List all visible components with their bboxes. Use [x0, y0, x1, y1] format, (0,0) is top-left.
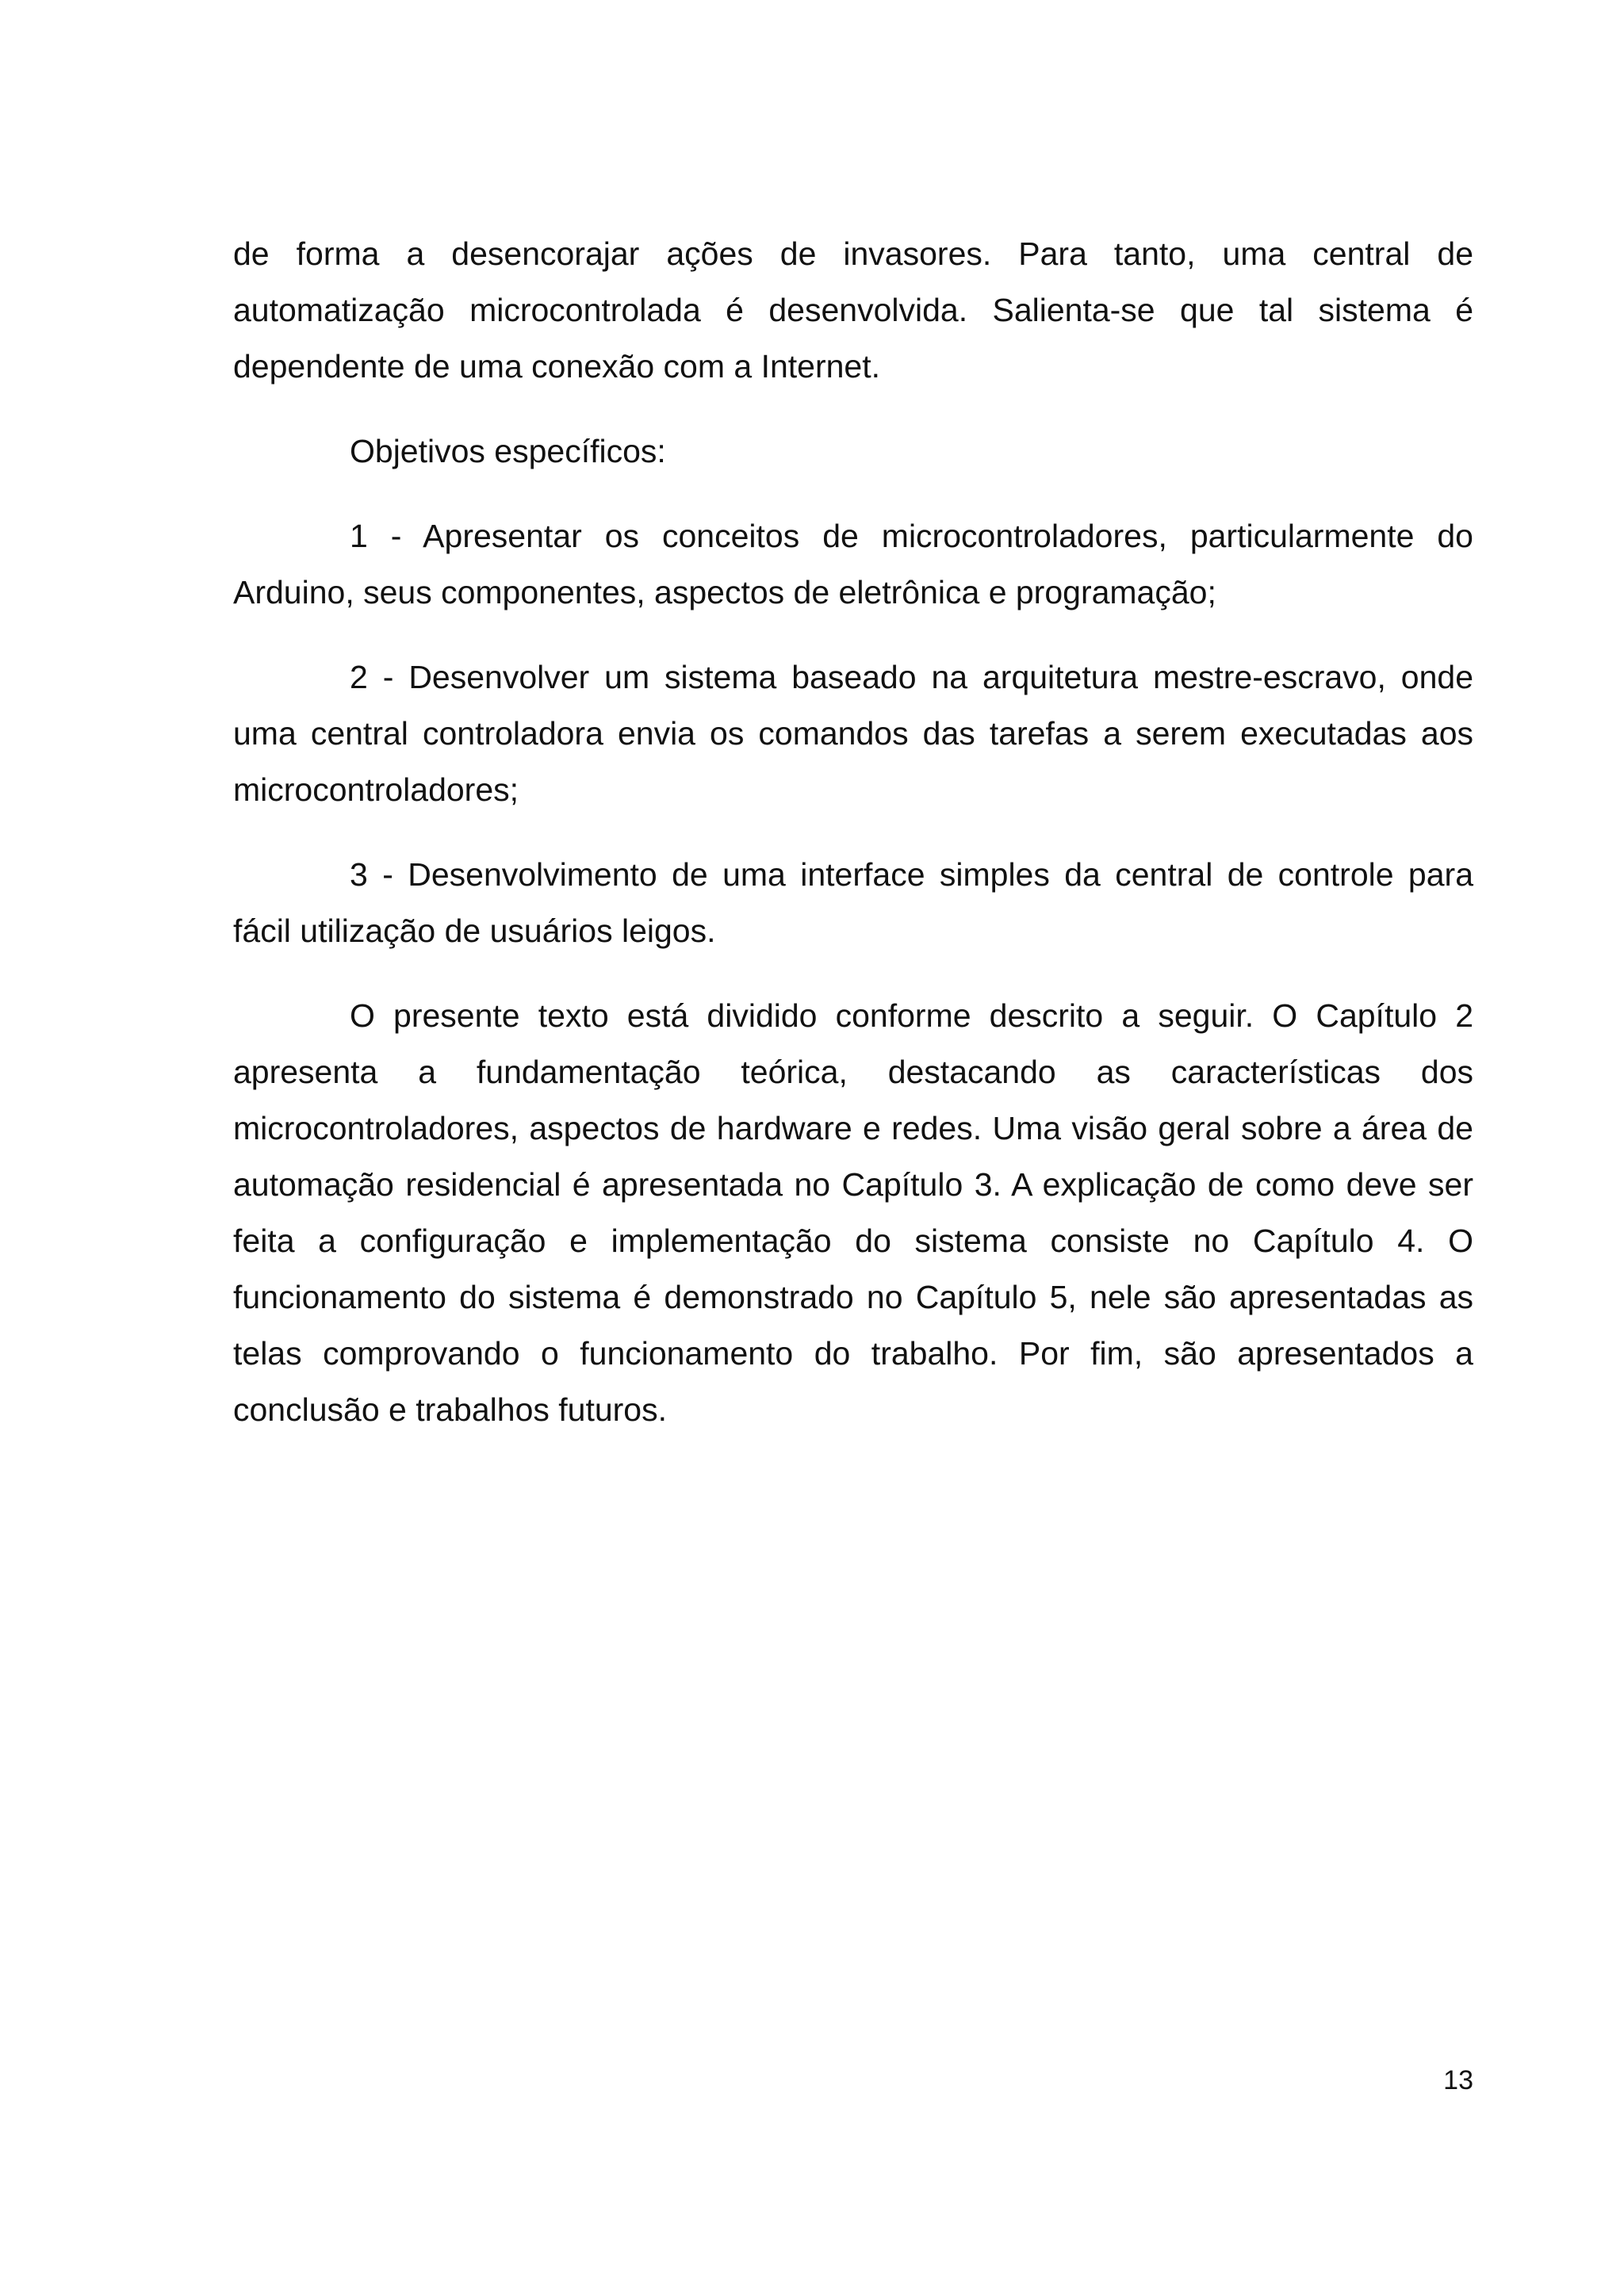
- page-number: 13: [1443, 2065, 1473, 2095]
- paragraph-objectives-heading: Objetivos específicos:: [350, 433, 666, 469]
- paragraph-objective-3: 3 - Desenvolvimento de uma interface simples da central de controle para fácil utilização de usuários leigos.: [233, 856, 1473, 949]
- paragraph-intro-continuation: de forma a desencorajar ações de invasores. Para tanto, uma central de automatização microcontrolada é desenvolvida. Salienta-se que tal sistema é dependente de uma conexão com a Internet.: [233, 235, 1473, 385]
- document-body: [233, 226, 1473, 1467]
- paragraph-objective-2: 2 - Desenvolver um sistema baseado na arquitetura mestre-escravo, onde uma central controladora envia os comandos das tarefas a serem executadas aos microcontroladores;: [233, 659, 1473, 808]
- paragraph-text-structure: O presente texto está dividido conforme descrito a seguir. O Capítulo 2 apresenta a fundamentação teórica, destacando as características dos microcontroladores, aspectos de hardware e redes. Uma visão geral sobre a área de automação residencial é apresentada no Capítulo 3. A explicação de como deve ser feita a configuração e implementação do sistema consiste no Capítulo 4. O funcionamento do sistema é demonstrado no Capítulo 5, nele são apresentadas as telas comprovando o funcionamento do trabalho. Por fim, são apresentados a conclusão e trabalhos futuros.: [233, 997, 1473, 1428]
- paragraph-objective-1: 1 - Apresentar os conceitos de microcontroladores, particularmente do Arduino, seus componentes, aspectos de eletrônica e programação;: [233, 518, 1473, 610]
